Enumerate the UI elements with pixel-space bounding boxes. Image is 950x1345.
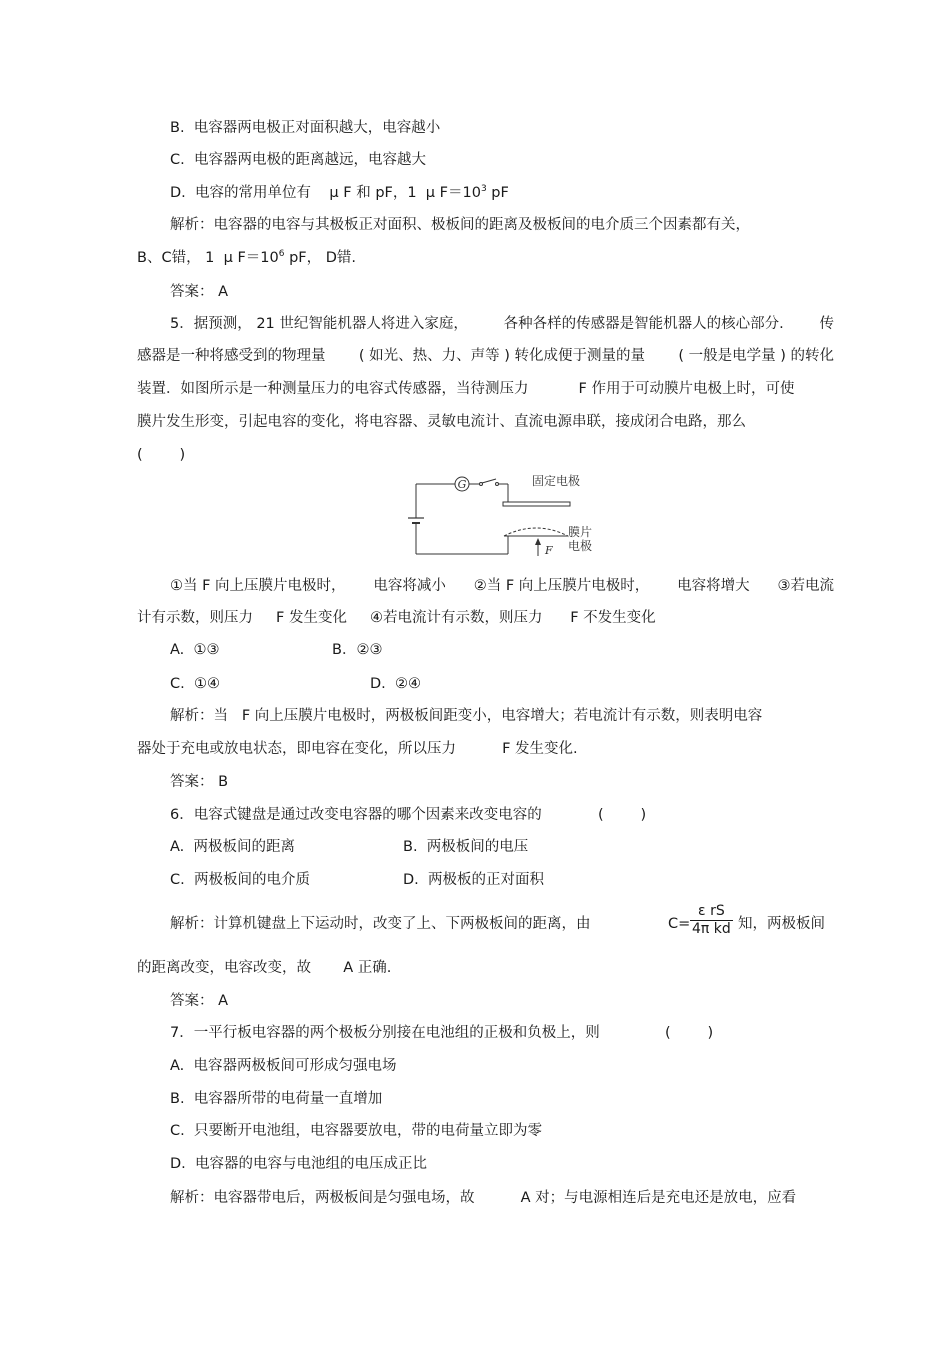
- q5-stem-2b: ( 如光、热、力、声等 ) 转化成便于测量的量: [358, 348, 645, 364]
- fixed-plate-label: 固定电极: [532, 474, 581, 488]
- q6-option-b: B. 两极板间的电压: [403, 839, 529, 855]
- q5-stem-2c: ( 一般是电学量 ) 的转化: [678, 348, 834, 364]
- q4-option-d-exponent: 3: [480, 184, 487, 194]
- q5-statement-3a: ③若电流: [777, 578, 834, 594]
- q5-stem-line-5: ( ): [137, 447, 186, 463]
- q5-stem-line-1: [137, 314, 834, 334]
- q5-statements-line-1: [137, 576, 834, 596]
- q5-statement-1a: ①当 F 向上压膜片电极时，: [170, 578, 346, 594]
- q4-analysis-line-1: 解析：电容器的电容与其极板正对面积、极板间的距离及极板间的电介质三个因素都有关，: [170, 217, 750, 233]
- q7-option-c: C. 只要断开电池组，电容器要放电，带的电荷量立即为零: [170, 1123, 542, 1139]
- q5-statement-2b: 电容将增大: [677, 578, 750, 594]
- membrane-label-2: 电极: [568, 539, 593, 553]
- q7-answer-paren: ( ): [665, 1025, 714, 1041]
- q6-option-d: D. 两极板的正对面积: [403, 872, 544, 888]
- capacitor-sensor-circuit-figure: [400, 470, 610, 562]
- q5-statement-2a: ②当 F 向上压膜片电极时，: [473, 578, 650, 594]
- q7-option-d: D. 电容器的电容与电池组的电压成正比: [170, 1156, 427, 1172]
- q4-analysis-line-2: [137, 248, 356, 268]
- q4-analysis-unit: pF， D错.: [284, 250, 357, 266]
- galvanometer-label: G: [457, 478, 467, 491]
- q5-analysis-line-1: 解析：当 F 向上压膜片电极时，两极板间距变小，电容增大；若电流计有示数，则表明电容: [170, 708, 763, 724]
- capacitance-formula: [690, 903, 733, 938]
- q4-answer: 答案： A: [170, 284, 229, 300]
- q4-option-b: B. 电容器两电极正对面积越大，电容越小: [170, 120, 441, 136]
- q6-analysis-line-2: 的距离改变，电容改变，故 A 正确.: [137, 960, 392, 976]
- q5-statements-line-2: 计有示数，则压力 F 发生变化 ④若电流计有示数，则压力 F 不发生变化: [137, 610, 656, 626]
- q5-option-d: D. ②④: [370, 676, 421, 692]
- q5-option-b: B．②③: [332, 642, 383, 658]
- q6-answer-paren: ( ): [598, 807, 647, 823]
- q5-stem-1c: 传: [819, 316, 834, 332]
- membrane-label-1: 膜片: [568, 525, 593, 539]
- q6-option-c: C. 两极板间的电介质: [170, 872, 310, 888]
- q5-option-a: A. ①③: [170, 642, 220, 658]
- q7-option-b: B. 电容器所带的电荷量一直增加: [170, 1091, 383, 1107]
- q5-stem-line-3: [137, 379, 794, 399]
- q6-option-a: A. 两极板间的距离: [170, 839, 295, 855]
- q4-option-d: [170, 183, 509, 203]
- q7-option-a: A. 电容器两极板间可形成匀强电场: [170, 1058, 397, 1074]
- formula-numerator: ε rS: [690, 903, 733, 921]
- force-label: F: [545, 544, 553, 557]
- q5-stem-line-4: 膜片发生形变，引起电容的变化，将电容器、灵敏电流计、直流电源串联，接成闭合电路，那么: [137, 414, 746, 430]
- q5-stem-3a: 装置．如图所示是一种测量压力的电容式传感器，当待测压力: [137, 381, 529, 397]
- q6-answer: 答案： A: [170, 993, 229, 1009]
- q5-analysis-line-2: 器处于充电或放电状态，即电容在变化，所以压力 F 发生变化.: [137, 741, 578, 757]
- q6-analysis-line-1: 解析：计算机键盘上下运动时，改变了上、下两极板间的距离，由: [170, 916, 591, 932]
- q5-stem-1a: 5．据预测， 21 世纪智能机器人将进入家庭，: [170, 316, 468, 332]
- q4-analysis-exponent: 6: [278, 249, 285, 259]
- q4-option-d-text: D. 电容的常用单位有 μ F 和 pF，1 μ F＝10: [170, 185, 481, 201]
- q4-analysis-text: B、C错， 1 μ F＝10: [137, 250, 279, 266]
- q5-statement-1b: 电容将减小: [373, 578, 446, 594]
- q6-stem: 6．电容式键盘是通过改变电容器的哪个因素来改变电容的: [170, 807, 542, 823]
- q4-option-c: C. 电容器两电极的距离越远，电容越大: [170, 152, 426, 168]
- q5-option-c: C. ①④: [170, 676, 220, 692]
- q5-answer: 答案： B: [170, 774, 229, 790]
- q4-option-d-unit: pF: [486, 185, 509, 201]
- q6-analysis-line-1-end: 知，两极板间: [738, 916, 825, 932]
- q5-stem-line-2: [137, 346, 834, 366]
- q7-analysis-line-1: 解析：电容器带电后，两极板间是匀强电场，故 A 对；与电源相连后是充电还是放电，应看: [170, 1190, 797, 1206]
- q7-stem: 7．一平行板电容器的两个极板分别接在电池组的正极和负极上，则: [170, 1025, 600, 1041]
- q6-formula-lhs: C=: [668, 916, 691, 932]
- q5-stem-1b: 各种各样的传感器是智能机器人的核心部分.: [503, 316, 784, 332]
- q5-stem-3b: F 作用于可动膜片电极上时，可使: [578, 381, 795, 397]
- formula-denominator: 4π kd: [692, 921, 731, 937]
- q5-stem-2a: 感器是一种将感受到的物理量: [137, 348, 326, 364]
